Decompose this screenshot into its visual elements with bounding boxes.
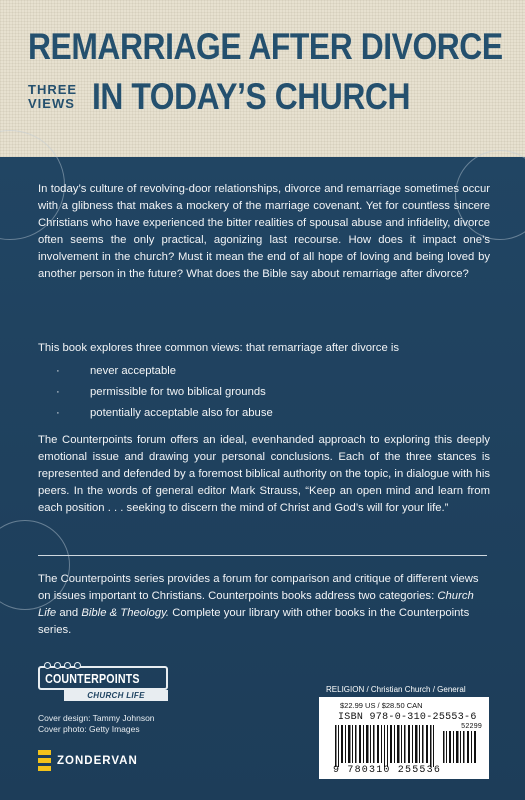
photo-credit: Cover photo: Getty Images xyxy=(38,724,140,734)
list-item: · permissible for two biblical grounds xyxy=(56,382,476,403)
addon-code: 52299 xyxy=(461,723,483,731)
price-text: $22.99 US / $28.50 CAN xyxy=(340,701,423,710)
category-bible-theology: Bible & Theology. xyxy=(81,607,170,619)
design-credit: Cover design: Tammy Johnson xyxy=(38,713,155,723)
series-text-1: The Counterpoints series provides a forum for comparison and critique of different views on issues important to Christians. Counterpoints books address two categories: xyxy=(38,573,479,602)
counterpoints-logo xyxy=(38,662,168,702)
title-panel xyxy=(0,0,525,157)
zondervan-mark-icon xyxy=(38,750,51,772)
views-list xyxy=(56,361,476,424)
intro-paragraph: In today’s culture of revolving-door relationships, divorce and remarriage sometimes occur with a glibness that makes a mockery of the marriage covenant. Yet for countless sincere Christians who have experienced the bitter realities of spousal abuse and infidelity, divorce often seems the only practical, agonizing last recourse. How does it impact one’s involvement in the church? Must it mean the end of all hope of loving and being loved by another person in the future? What does the Bible say about remarriage after divorce? xyxy=(38,183,490,280)
list-item: · never acceptable xyxy=(56,361,476,382)
category-label: RELIGION / Christian Church / General xyxy=(326,685,466,694)
views-intro: This book explores three common views: that remarriage after divorce is xyxy=(38,342,400,354)
barcode-box xyxy=(319,697,489,779)
publisher-name: ZONDERVAN xyxy=(57,755,138,767)
barcode-bars-icon xyxy=(335,723,483,767)
cover-credits xyxy=(38,713,155,735)
three-views-label: THREE VIEWS xyxy=(28,82,78,111)
logo-sub-text: CHURCH LIFE xyxy=(64,690,168,701)
title-line-1: REMARRIAGE AFTER DIVORCE xyxy=(28,26,503,67)
title-line-2: IN TODAY’S CHURCH xyxy=(92,76,411,117)
list-item: · potentially acceptable also for abuse xyxy=(56,403,476,424)
category-church-life: Church Life xyxy=(38,590,474,619)
logo-main-text: COUNTERPOINTS xyxy=(45,671,140,686)
divider xyxy=(38,555,487,556)
isbn-text: ISBN 978-0-310-25553-6 xyxy=(338,712,477,723)
series-text-2: Complete your library with other books in the Counterpoints series. xyxy=(38,607,470,636)
logo-dots-icon xyxy=(44,662,81,669)
zondervan-logo xyxy=(38,749,138,773)
forum-paragraph: The Counterpoints forum offers an ideal, evenhanded approach to exploring this deeply emotional issue and drawing your personal conclusions. Each of the three stances is represented and defended by a foremost biblical authority on the topic, in dialogue with his peers. In the words of general editor Mark Strauss, “Keep an open mind and learn from each position . . . seeking to discern the mind of Christ and God’s will for your life.” xyxy=(38,434,490,514)
series-paragraph xyxy=(38,571,490,639)
series-and: and xyxy=(56,607,82,619)
barcode-number: 9 780310 255536 xyxy=(333,765,442,776)
